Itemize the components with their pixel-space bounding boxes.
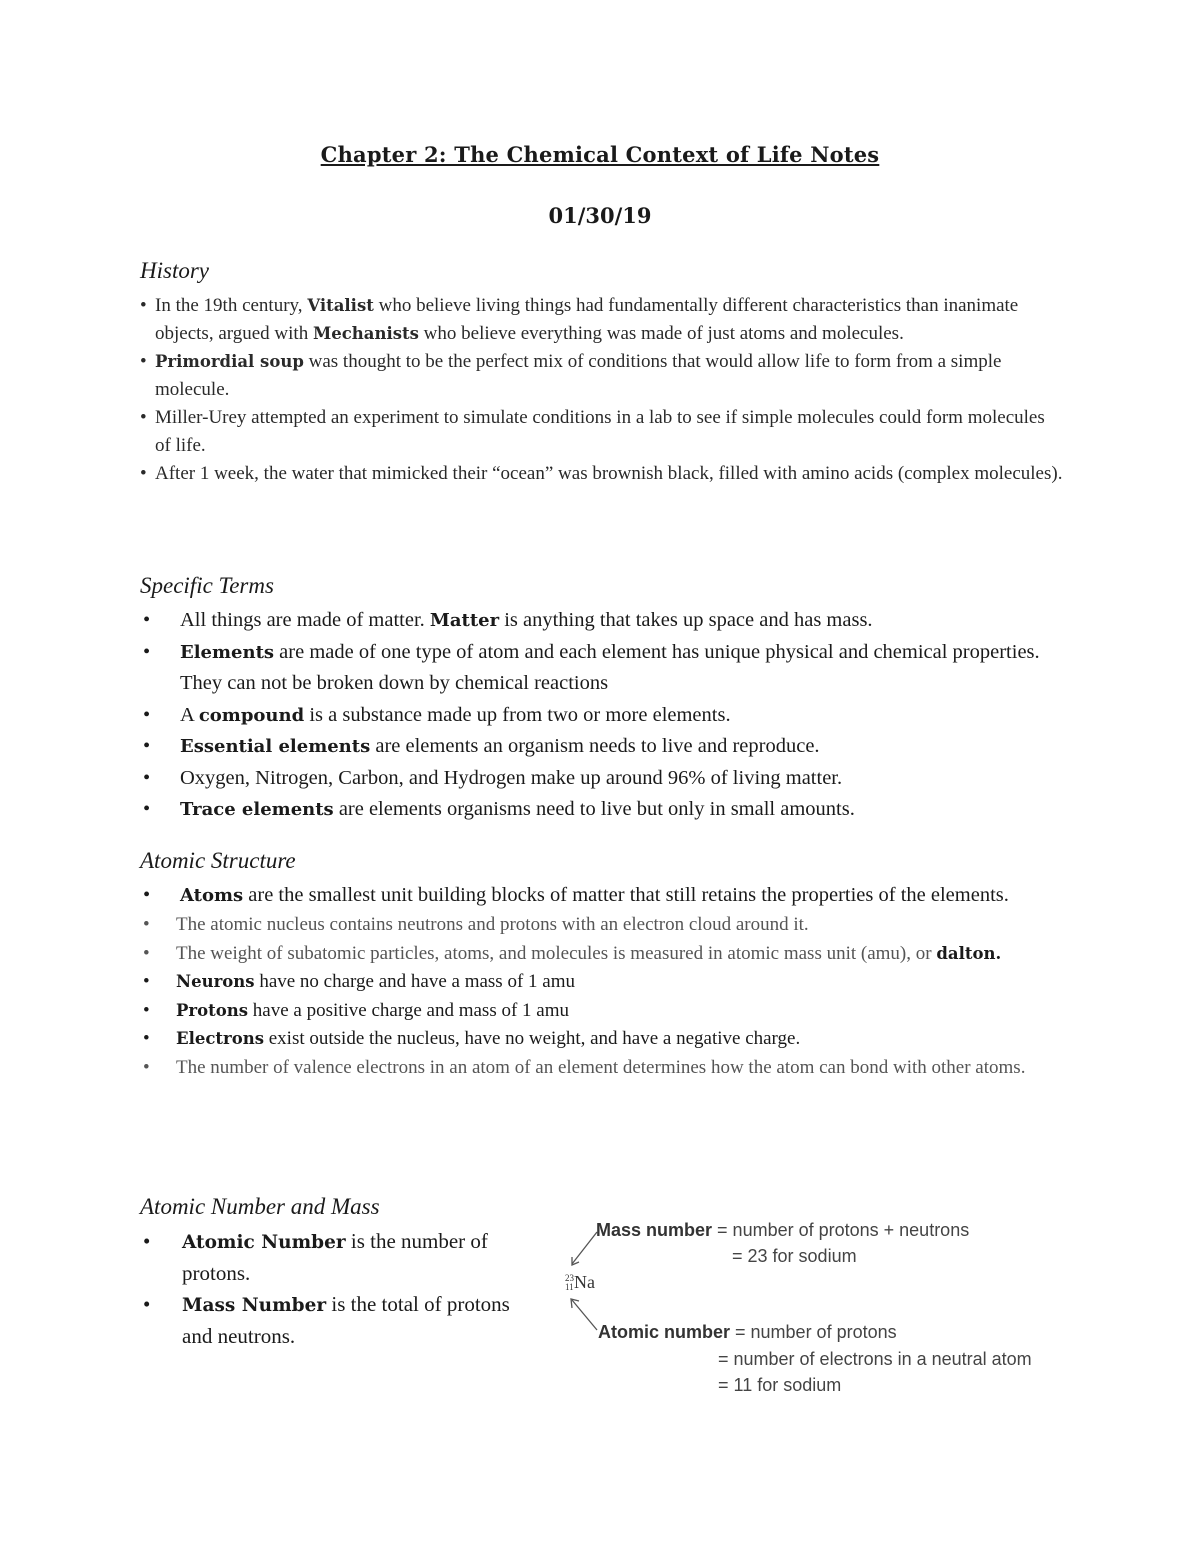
- term-vitalist: Vitalist: [307, 296, 374, 315]
- term-matter: Matter: [429, 610, 500, 631]
- item-text: who believe living things had fundamentally different characteristics than inanimate objects, argued with: [155, 295, 1019, 344]
- item-text: are elements organisms need to live but only in small amounts.: [333, 798, 855, 820]
- list-item: [140, 1054, 1060, 1083]
- list-item: [140, 1226, 520, 1288]
- list-item: [140, 794, 1040, 826]
- item-text: is a substance made up from two or more elements.: [304, 703, 731, 726]
- list-item: [140, 404, 1065, 460]
- item-text: are the smallest unit building blocks of matter that still retains the properties of the elements.: [243, 884, 1009, 906]
- bullet: •: [143, 798, 151, 820]
- bullet: •: [143, 942, 150, 964]
- term-primordial-soup: Primordial soup: [155, 352, 304, 371]
- list-item: [140, 911, 1060, 940]
- bullet: •: [143, 640, 151, 663]
- item-text: In the 19th century,: [155, 295, 308, 316]
- bullet: •: [143, 1056, 150, 1078]
- atomic-number-label: Atomic number: [598, 1322, 731, 1342]
- mass-number-label: Mass number: [596, 1220, 713, 1240]
- specific-terms-heading: Specific Terms: [140, 573, 274, 598]
- term-mass-number: Mass Number: [182, 1295, 327, 1316]
- item-text: is the total of protons and neutrons.: [182, 1292, 510, 1348]
- item-text: The weight of subatomic particles, atoms, and molecules is measured in atomic mass unit (amu), or: [176, 942, 937, 964]
- list-item: [140, 292, 1065, 348]
- list-item: [140, 731, 1040, 763]
- bullet: •: [143, 1229, 151, 1253]
- atomic-structure-list: [140, 880, 1060, 1082]
- item-text: All things are made of matter.: [180, 609, 430, 631]
- atomic-number-value: = 11 for sodium: [718, 1375, 842, 1395]
- isotope-numbers: [565, 1274, 574, 1292]
- atomic-number-line: [598, 1322, 897, 1343]
- term-elements: Elements: [180, 641, 275, 663]
- term-protons: Protons: [176, 1000, 249, 1020]
- list-item: [140, 1025, 1060, 1054]
- bullet: •: [143, 766, 151, 789]
- bullet: •: [140, 407, 147, 428]
- item-text: The number of valence electrons in an atom of an element determines how the atom can bond with other atoms.: [176, 1056, 1026, 1078]
- bullet: •: [143, 914, 150, 935]
- term-compound: compound: [198, 704, 305, 726]
- bullet: •: [143, 1292, 151, 1316]
- item-text: is the number of protons.: [182, 1229, 488, 1285]
- mass-number-line: [596, 1220, 969, 1241]
- term-electrons: Electrons: [176, 1029, 264, 1048]
- list-item: [140, 940, 1060, 969]
- term-essential-elements: Essential elements: [180, 736, 371, 757]
- atomic-structure-heading: Atomic Structure: [140, 848, 296, 873]
- bullet: •: [140, 463, 147, 484]
- item-text: was thought to be the perfect mix of conditions that would allow life to form from a simple molecule.: [155, 351, 1002, 400]
- bullet: •: [140, 295, 147, 316]
- term-atoms: Atoms: [180, 885, 244, 906]
- list-item: [140, 605, 1040, 637]
- isotope-mass-number: 23: [565, 1273, 574, 1283]
- item-text: After 1 week, the water that mimicked their “ocean” was brownish black, filled with amino acids (complex molecules).: [155, 463, 1063, 484]
- page-date: 01/30/19: [548, 203, 652, 228]
- atomic-number-eq: = number of protons: [730, 1322, 897, 1342]
- term-atomic-number: Atomic Number: [182, 1232, 346, 1253]
- list-item: [140, 637, 1040, 700]
- mass-arrow-line: [572, 1232, 597, 1264]
- term-trace-elements: Trace elements: [180, 799, 334, 820]
- item-text: A: [180, 703, 199, 726]
- atomic-number-electrons: = number of electrons in a neutral atom: [718, 1349, 1032, 1369]
- mass-arrow-head: [572, 1257, 579, 1265]
- list-item: [140, 700, 1040, 732]
- atomic-number-mass-heading: Atomic Number and Mass: [140, 1194, 380, 1219]
- element-symbol: Na: [574, 1272, 595, 1292]
- bullet: •: [140, 351, 147, 372]
- isotope-atomic-number: 11: [565, 1282, 574, 1292]
- item-text: exist outside the nucleus, have no weight, and have a negative charge.: [264, 1028, 801, 1049]
- list-item: [140, 997, 1060, 1026]
- item-text: have a positive charge and mass of 1 amu: [248, 999, 569, 1021]
- bullet: •: [143, 1028, 150, 1049]
- bullet: •: [143, 703, 151, 726]
- item-text: who believe everything was made of just atoms and molecules.: [418, 323, 904, 344]
- list-item: [140, 460, 1065, 488]
- term-mechanists: Mechanists: [312, 324, 419, 343]
- specific-terms-list: [140, 605, 1040, 826]
- bullet: •: [143, 884, 151, 906]
- list-item: [140, 880, 1060, 911]
- term-dalton: dalton.: [936, 943, 1002, 963]
- history-list: [140, 292, 1065, 488]
- mass-number-value: = 23 for sodium: [732, 1246, 857, 1266]
- list-item: [140, 1289, 520, 1351]
- bullet: •: [143, 971, 150, 992]
- item-text: Miller-Urey attempted an experiment to simulate conditions in a lab to see if simple molecules could form molecules of life.: [155, 407, 1045, 456]
- history-heading: History: [140, 258, 209, 283]
- list-item: [140, 763, 1040, 795]
- list-item: [140, 348, 1065, 404]
- item-text: are made of one type of atom and each element has unique physical and chemical properties. They can not be broken down by chemical reactions: [180, 640, 1040, 694]
- term-neurons: Neurons: [176, 972, 255, 991]
- sodium-atom-figure: [560, 1212, 1080, 1402]
- item-text: are elements an organism needs to live and reproduce.: [370, 735, 820, 757]
- page-title: Chapter 2: The Chemical Context of Life Notes: [320, 142, 880, 167]
- list-item: [140, 968, 1060, 997]
- atomic-number-mass-list: [140, 1226, 520, 1352]
- item-text: have no charge and have a mass of 1 amu: [254, 971, 575, 992]
- item-text: is anything that takes up space and has mass.: [499, 609, 873, 631]
- item-text: Oxygen, Nitrogen, Carbon, and Hydrogen make up around 96% of living matter.: [180, 766, 843, 789]
- atomic-arrow-line: [572, 1300, 597, 1330]
- bullet: •: [143, 999, 150, 1021]
- mass-number-eq: = number of protons + neutrons: [712, 1220, 970, 1240]
- item-text: The atomic nucleus contains neutrons and protons with an electron cloud around it.: [176, 914, 809, 935]
- bullet: •: [143, 609, 151, 631]
- bullet: •: [143, 735, 151, 757]
